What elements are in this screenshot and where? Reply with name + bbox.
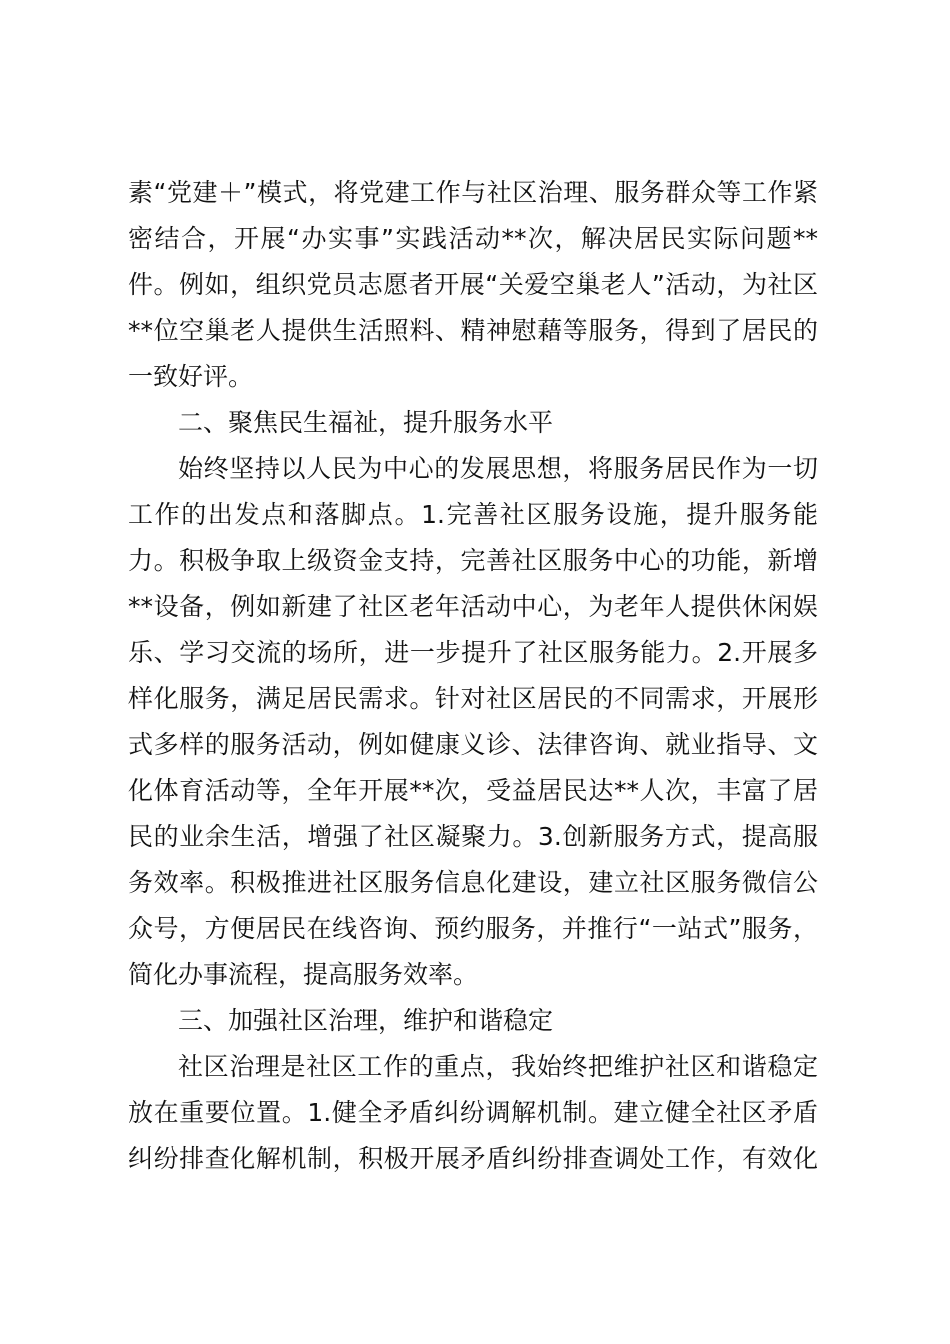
text-line: 化体育活动等，全年开展**次，受益居民达**人次，丰富了居 [128, 776, 818, 805]
document-body [128, 170, 818, 1182]
text-line: 一致好评。 [128, 362, 254, 391]
text-line: 式多样的服务活动，例如健康义诊、法律咨询、就业指导、文 [128, 730, 818, 759]
paragraph-livelihood [128, 446, 818, 998]
section-heading-livelihood: 二、聚焦民生福祉，提升服务水平 [178, 408, 554, 437]
text-line: 密结合，开展“办实事”实践活动**次，解决居民实际问题** [128, 224, 818, 253]
text-line: 素“党建＋”模式，将党建工作与社区治理、服务群众等工作紧 [128, 178, 818, 207]
paragraph-party-building [128, 170, 818, 400]
text-line: 始终坚持以人民为中心的发展思想，将服务居民作为一切 [178, 454, 818, 483]
text-line: **位空巢老人提供生活照料、精神慰藉等服务，得到了居民的 [128, 316, 818, 345]
text-line: 社区治理是社区工作的重点，我始终把维护社区和谐稳定 [178, 1052, 818, 1081]
text-line: **设备，例如新建了社区老年活动中心，为老年人提供休闲娱 [128, 592, 818, 621]
text-line: 乐、学习交流的场所，进一步提升了社区服务能力。2.开展多 [128, 638, 818, 667]
text-line: 放在重要位置。1.健全矛盾纠纷调解机制。建立健全社区矛盾 [128, 1098, 818, 1127]
text-line: 样化服务，满足居民需求。针对社区居民的不同需求，开展形 [128, 684, 818, 713]
text-line: 纠纷排查化解机制，积极开展矛盾纠纷排查调处工作，有效化 [128, 1144, 818, 1173]
section-heading-governance: 三、加强社区治理，维护和谐稳定 [178, 1006, 554, 1035]
paragraph-governance [128, 1044, 818, 1182]
text-line: 民的业余生活，增强了社区凝聚力。3.创新服务方式，提高服 [128, 822, 818, 851]
text-line: 众号，方便居民在线咨询、预约服务，并推行“一站式”服务， [128, 914, 818, 943]
text-line: 件。例如，组织党员志愿者开展“关爱空巢老人”活动，为社区 [128, 270, 818, 299]
text-line: 务效率。积极推进社区服务信息化建设，建立社区服务微信公 [128, 868, 818, 897]
text-line: 力。积极争取上级资金支持，完善社区服务中心的功能，新增 [128, 546, 818, 575]
text-line: 简化办事流程，提高服务效率。 [128, 960, 479, 989]
text-line: 工作的出发点和落脚点。1.完善社区服务设施，提升服务能 [128, 500, 818, 529]
